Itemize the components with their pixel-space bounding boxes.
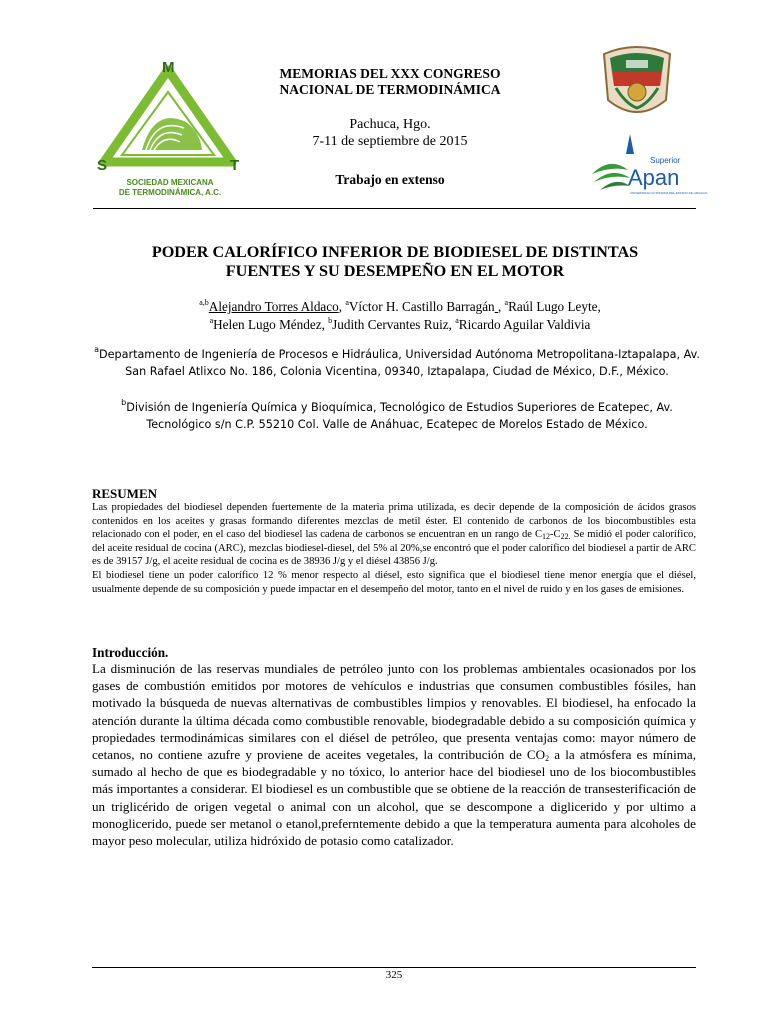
header-divider bbox=[93, 208, 696, 209]
introduction-body: La disminución de las reservas mundiales de petróleo junto con los problemas ambientales ocasionados por los gases de combustión emitidos por motores de vehículos e industrias que consumen combustibles fósiles, han motivado la búsqueda de nuevas alternativas de combustibles limpios y renovables. El biodiesel, ha enfocado la atención durante la última década como combustible renovable, biodegradable debido a su composición química y propiedades termodinámicas similares con el diésel de petróleo, que presenta ventajas como: mayor número de cetanos, no contiene azufre y proviene de aceites vegetales, la contribución de $CO_2$ a la atmósfera es mínima, sumado al hecho de que es biodegradable y no tóxico, lo anterior hace del biodiesel uno de los biocombustibles más importantes a considerar. El biodiesel es un combustible que se obtiene de la reacción de transesterificación de un triglicérido de origen vegetal o animal con un alcohol, que se descompone a diglicerido y por ultimo a monoglicerido, puede ser metanol o etanol,preferntemente debido a que la temperatura aumenta para alcoholes de mayor peso molecular, utiliza hidróxido de potasio como catalizador. bbox=[92, 661, 696, 849]
author-1-sup: a,b bbox=[199, 298, 209, 307]
affiliation-a-text: Departamento de Ingeniería de Procesos e Hidráulica, Universidad Autónoma Metropolitana-Iztapalapa, Av. San Rafael Atlixco No. 186, Colonia Vicentina, 09340, Iztapalapa, Ciudad de México, D.F., México. bbox=[99, 348, 700, 378]
author-3: Raúl Lugo Leyte bbox=[508, 299, 598, 314]
author-5: Judith Cervantes Ruiz bbox=[332, 317, 449, 332]
page-number: 325 bbox=[385, 969, 403, 981]
conference-title-line2: NACIONAL DE TERMODINÁMICA bbox=[279, 82, 501, 97]
apan-caption: UNIVERSIDAD AUTÓNOMA DEL ESTADO DE HIDALGO bbox=[630, 191, 708, 195]
logo-letter-t: T bbox=[230, 157, 240, 174]
abstract-paragraph-1: Las propiedades del biodiesel dependen fuertemente de la materia prima utilizada, es decir depende de la composición de ácidos grasos contenidos en los aceites y grasas formando diferentes mezclas de metil éster. El contenido de carbonos de los biocombustibles esta relacionado con el poder, en el caso del biodiesel las cadena de carbonos se encuentran en un rango de $C_{12}-C_{22.}$ Se midió el poder calorífico, del aceite residual de cocina (ARC), mezclas biodiesel-diesel, del 5% al 20%,se encontró que el poder calorífico del biodiesel a partir de ARC es de 39157 J/g, el aceite residual de cocina es de 38936 J/g y el diésel 43856 J/g. bbox=[92, 502, 696, 568]
author-3-sup: a bbox=[504, 298, 509, 307]
author-6: Ricardo Aguilar Valdivia bbox=[458, 317, 591, 332]
conference-location bbox=[230, 116, 550, 150]
abstract-paragraph-2: El biodiesel tiene un poder calorífico 12 % menor respecto al diésel, esto significa que el biodiesel tiene menor energía que el diésel, usualmente depende de su composición y puede impactar en el desempeño del motor, tanto en el nivel de ruido y en los gases de emisiones. bbox=[92, 569, 696, 595]
introduction-heading: Introducción. bbox=[92, 645, 169, 660]
conference-title bbox=[230, 66, 550, 98]
affiliation-a-sup: a bbox=[94, 345, 100, 354]
logo-name-line2: DE TERMODINÁMICA, A.C. bbox=[118, 188, 222, 197]
conference-dates: 7-11 de septiembre de 2015 bbox=[312, 134, 468, 149]
author-4: Helen Lugo Méndez bbox=[213, 317, 322, 332]
logo-name-line1: SOCIEDAD MEXICANA bbox=[126, 178, 214, 187]
affiliation-b-text: División de Ingeniería Química y Bioquímica, Tecnológico de Estudios Superiores de Ecatepec, Av. Tecnológico s/n C.P. 55210 Col. Valle de Anáhuac, Ecatepec de Morelos Estado de México. bbox=[126, 401, 673, 431]
footer-divider bbox=[92, 967, 696, 968]
author-2-sup: a bbox=[345, 298, 349, 307]
abstract-heading: RESUMEN bbox=[92, 486, 158, 501]
paper-type: Trabajo en extenso bbox=[335, 172, 445, 187]
author-1: Alejandro Torres Aldaco bbox=[208, 299, 339, 314]
paper-title bbox=[90, 243, 700, 281]
affiliation-b-sup: b bbox=[121, 398, 127, 407]
apan-small-text: Superior bbox=[650, 156, 681, 165]
apan-text: Apan bbox=[628, 165, 680, 190]
author-2: Víctor H. Castillo Barragán bbox=[348, 299, 495, 314]
logo-letter-s: S bbox=[97, 157, 108, 174]
affiliation-a bbox=[92, 346, 702, 380]
university-crest-emblem bbox=[596, 44, 678, 122]
logo-letter-m: M bbox=[162, 59, 175, 76]
affiliation-b bbox=[92, 399, 702, 433]
conference-city: Pachuca, Hgo. bbox=[349, 117, 431, 132]
apan-logo bbox=[590, 130, 708, 202]
author-5-sup: b bbox=[328, 316, 333, 325]
paper-title-line1: PODER CALORÍFICO INFERIOR DE BIODIESEL DE DISTINTAS bbox=[151, 243, 639, 261]
paper-title-line2: FUENTES Y SU DESEMPEÑO EN EL MOTOR bbox=[225, 262, 565, 280]
smt-logo bbox=[90, 52, 250, 202]
author-6-sup: a bbox=[455, 316, 459, 325]
author-list: $^{a,b}$Alejandro Torres Aldaco, $^a$Víctor H. Castillo Barragán , $^a$Raúl Lugo Leyte, $^a$Helen Lugo Méndez, $^b$Judith Cervantes Ruiz, $^a$Ricardo Aguilar Valdivia bbox=[199, 298, 601, 332]
conference-title-line1: MEMORIAS DEL XXX CONGRESO bbox=[279, 66, 501, 81]
author-4-sup: a bbox=[209, 316, 214, 325]
abstract-body bbox=[92, 501, 696, 596]
